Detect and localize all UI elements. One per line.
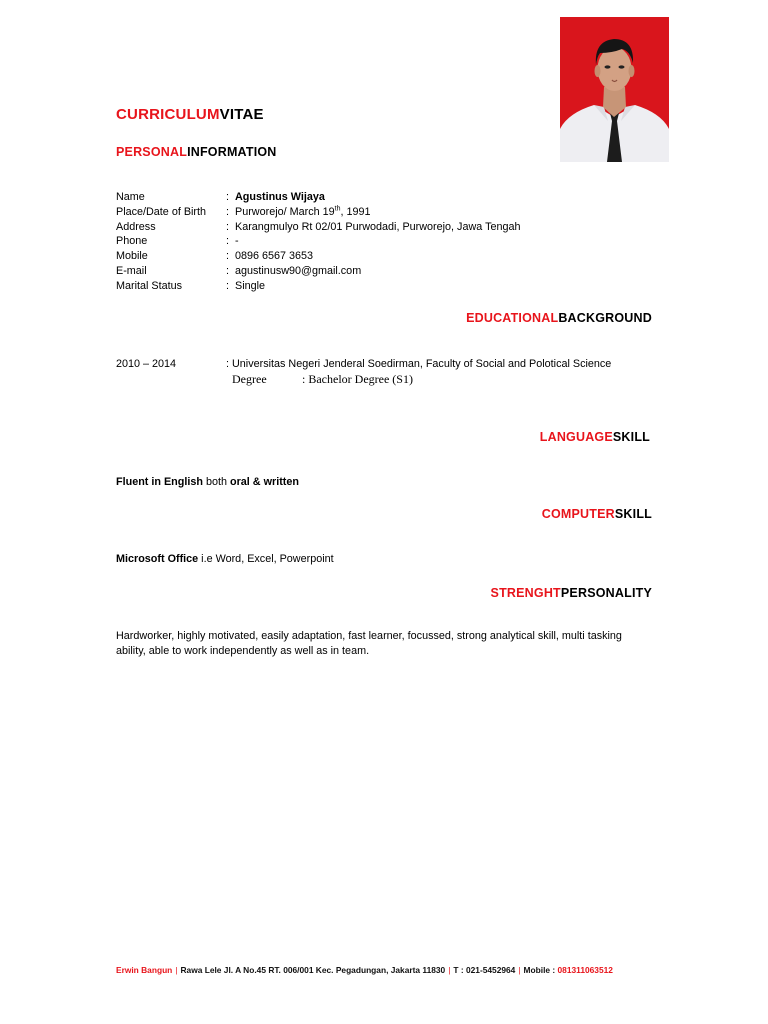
info-colon: : [226, 205, 229, 218]
info-colon: : [226, 191, 229, 203]
info-label: Mobile [116, 250, 148, 263]
info-label: Name [116, 191, 145, 203]
personal-heading-black: INFORMATION [187, 145, 277, 159]
footer-separator: | [448, 965, 451, 975]
name-value: Agustinus Wijaya [235, 191, 325, 203]
language-text [116, 475, 299, 490]
personal-info-list [116, 190, 521, 294]
degree-label: Degree [232, 372, 267, 386]
footer [116, 965, 613, 975]
language-heading-black: SKILL [612, 430, 650, 444]
personal-heading [116, 145, 277, 159]
profile-photo [560, 17, 669, 162]
education-degree [232, 372, 413, 387]
info-colon: : [226, 235, 229, 248]
info-row-email [116, 264, 521, 279]
education-years: 2010 – 2014 [116, 358, 177, 370]
personal-heading-red: PERSONAL [116, 145, 188, 159]
language-bold-2: oral & written [230, 476, 299, 488]
education-heading-black: BACKGROUND [558, 311, 652, 325]
info-value-mobile: 0896 6567 3653 [235, 250, 314, 263]
info-label: Marital Status [116, 279, 183, 292]
language-bold-1: Fluent in English [116, 476, 203, 488]
education-heading-red: EDUCATIONAL [466, 311, 559, 325]
footer-phone: T : 021-5452964 [453, 965, 516, 975]
info-label: Phone [116, 235, 148, 248]
education-school: : Universitas Negeri Jenderal Soedirman, Faculty of Social and Polotical Science [226, 358, 612, 370]
computer-heading [542, 507, 652, 521]
info-value-phone: - [235, 235, 239, 248]
computer-heading-black: SKILL [614, 507, 652, 521]
birth-pre: Purworejo/ March 19 [235, 205, 335, 218]
strength-heading [491, 586, 652, 600]
footer-mobile: 081311063512 [557, 965, 613, 975]
birth-sup: th [334, 205, 341, 213]
info-row-birth [116, 205, 521, 220]
birth-post: , 1991 [340, 205, 371, 218]
computer-normal: i.e Word, Excel, Powerpoint [198, 553, 334, 565]
info-row-marital [116, 279, 521, 294]
degree-value: : Bachelor Degree (S1) [302, 372, 413, 386]
education-entry [116, 357, 611, 371]
info-colon: : [226, 279, 229, 292]
title-red: CURRICULUM [116, 106, 220, 123]
computer-heading-red: COMPUTER [541, 507, 615, 521]
page-title [116, 106, 264, 123]
language-normal: both [202, 476, 230, 488]
info-label: Place/Date of Birth [116, 205, 207, 218]
info-colon: : [226, 250, 229, 263]
footer-address: Rawa Lele Jl. A No.45 RT. 006/001 Kec. Pegadungan, Jakarta 11830 [180, 965, 446, 975]
computer-bold: Microsoft Office [116, 553, 199, 565]
info-value-email: agustinusw90@gmail.com [235, 264, 362, 277]
footer-separator: | [175, 965, 178, 975]
info-colon: : [226, 264, 229, 277]
language-heading [540, 430, 650, 444]
info-value-name [235, 190, 325, 205]
info-colon: : [226, 220, 229, 233]
footer-separator: | [518, 965, 521, 975]
footer-mobile-label: Mobile : [523, 965, 556, 975]
info-value-address: Karangmulyo Rt 02/01 Purwodadi, Purworejo, Jawa Tengah [235, 220, 521, 233]
footer-name: Erwin Bangun [116, 965, 173, 975]
info-value-marital: Single [235, 279, 266, 292]
info-label: Address [116, 220, 156, 233]
title-black: VITAE [219, 106, 264, 123]
strength-text: Hardworker, highly motivated, easily adaptation, fast learner, focussed, strong analytical skill, multi tasking ability, able to work independently as well as in team. [116, 630, 622, 657]
info-row-address [116, 220, 521, 235]
computer-text [116, 552, 334, 567]
info-row-mobile [116, 249, 521, 264]
info-row-name [116, 190, 521, 205]
education-heading [466, 311, 652, 325]
info-label: E-mail [116, 264, 147, 277]
strength-heading-red: STRENGHT [490, 586, 561, 600]
language-heading-red: LANGUAGE [539, 430, 613, 444]
strength-heading-black: PERSONALITY [560, 586, 652, 600]
info-row-phone [116, 234, 521, 249]
info-value-birth [235, 205, 371, 220]
